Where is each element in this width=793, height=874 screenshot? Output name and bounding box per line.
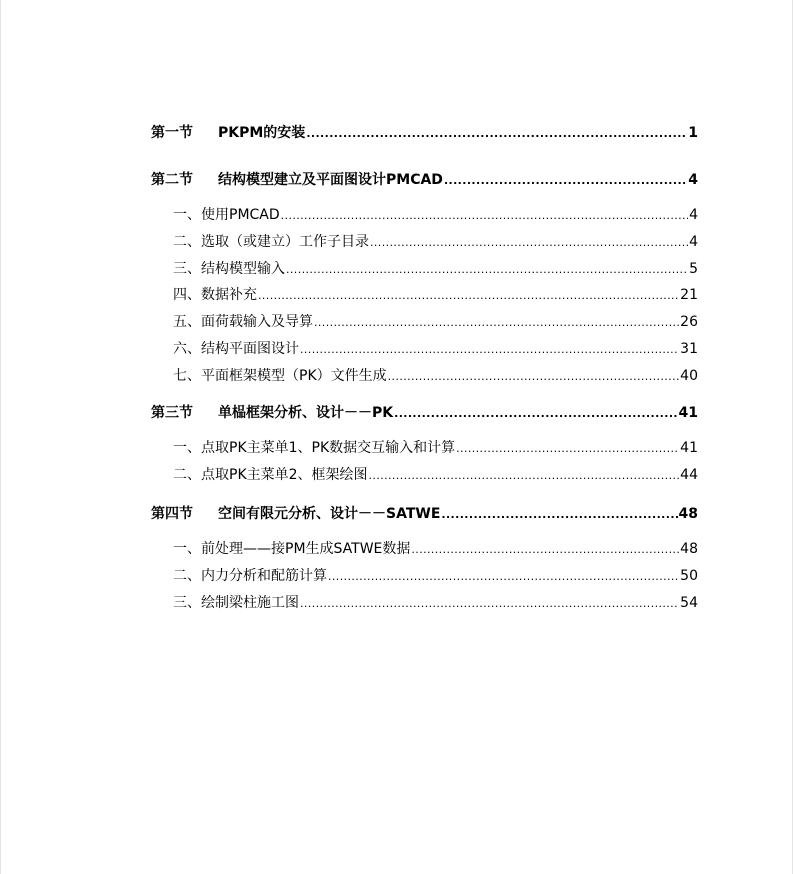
toc-item[interactable] [173,594,698,613]
toc-item[interactable] [173,206,698,225]
page-number: 44 [680,467,698,483]
toc-item[interactable] [173,540,698,559]
item-title: 一、使用PMCAD [173,207,280,223]
dot-leader [258,287,679,305]
item-title: 四、数据补充 [173,287,257,303]
dot-leader [370,234,688,252]
dot-leader [286,261,688,279]
page-number: 4 [689,207,698,223]
page-number: 50 [680,568,698,584]
section-number: 第二节 [151,172,193,188]
toc-item[interactable] [173,260,698,279]
item-title: 一、点取PK主菜单1、PK数据交互输入和计算 [173,440,456,456]
page-number: 4 [688,172,698,188]
dot-leader [456,440,679,458]
section-number: 第一节 [151,125,193,141]
section-title: 空间有限元分析、设计－－SATWE [218,506,441,522]
dot-leader [300,595,679,613]
item-title: 三、绘制梁柱施工图 [173,595,299,611]
toc-item[interactable] [173,340,698,359]
dot-leader [394,405,677,423]
dot-leader [388,368,680,386]
page-number: 4 [689,234,698,250]
toc-section-3[interactable] [151,404,698,423]
item-title: 三、结构模型输入 [173,261,285,277]
page-number: 48 [678,506,698,522]
toc-item[interactable] [173,367,698,386]
section-number: 第四节 [151,506,193,522]
section-title: 结构模型建立及平面图设计PMCAD [218,172,443,188]
section-title: PKPM的安装 [218,125,306,141]
item-title: 六、结构平面图设计 [173,341,299,357]
dot-leader [314,314,679,332]
dot-leader [300,341,679,359]
dot-leader [306,125,687,143]
page-number: 41 [678,405,698,421]
toc-item[interactable] [173,313,698,332]
toc-item[interactable] [173,233,698,252]
item-title: 五、面荷载输入及导算 [173,314,313,330]
page-number: 26 [680,314,698,330]
item-title: 二、点取PK主菜单2、框架绘图 [173,467,368,483]
item-title: 二、内力分析和配筋计算 [173,568,327,584]
toc-section-4[interactable] [151,505,698,524]
page-number: 31 [680,341,698,357]
item-title: 一、前处理——接PM生成SATWE数据 [173,541,411,557]
dot-leader [328,568,679,586]
toc-section-2[interactable] [151,171,698,190]
toc-item[interactable] [173,439,698,458]
page-number: 1 [688,125,698,141]
dot-leader [369,467,680,485]
dot-leader [411,541,679,559]
page-number: 21 [680,287,698,303]
toc-item[interactable] [173,567,698,586]
page-number: 41 [680,440,698,456]
item-title: 二、选取（或建立）工作子目录 [173,234,369,250]
section-title: 单榀框架分析、设计－－PK [218,405,394,421]
page-number: 40 [680,368,698,384]
page-number: 48 [680,541,698,557]
dot-leader [444,172,687,190]
section-number: 第三节 [151,405,193,421]
dot-leader [441,506,677,524]
page-number: 5 [689,261,698,277]
toc-section-1[interactable] [151,124,698,143]
toc-item[interactable] [173,466,698,485]
toc-item[interactable] [173,286,698,305]
dot-leader [281,207,688,225]
page-number: 54 [680,595,698,611]
item-title: 七、平面框架模型（PK）文件生成 [173,368,387,384]
